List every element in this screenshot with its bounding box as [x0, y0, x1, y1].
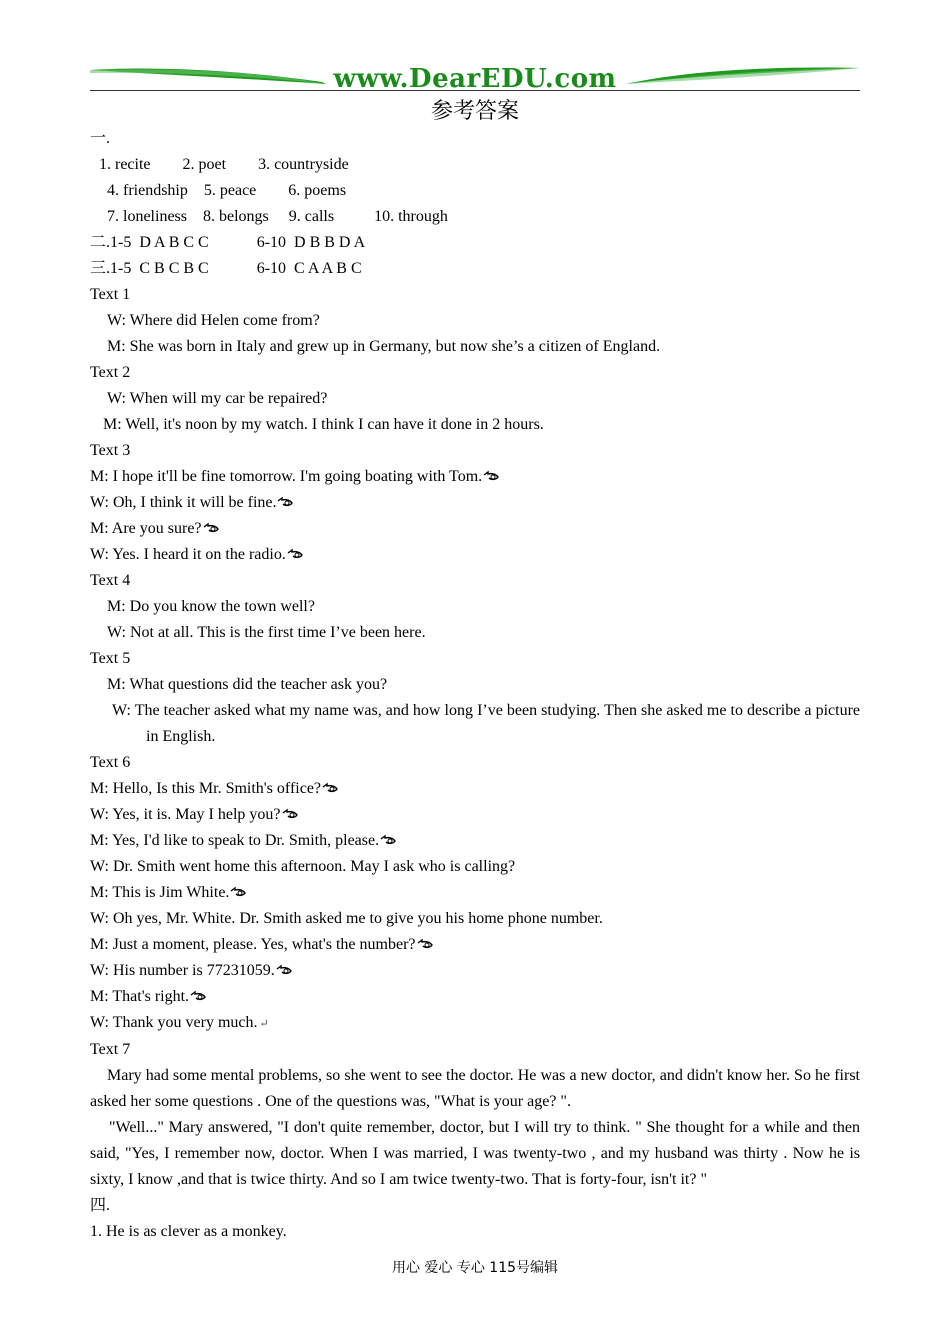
part1-row-2: 4. friendship 5. peace 6. poems — [107, 182, 347, 199]
text5-line-1: M: What questions did the teacher ask you? — [107, 676, 388, 693]
text6-line-1 — [90, 776, 860, 802]
part1-row-1: 1. recite 2. poet 3. countryside — [99, 156, 349, 173]
text3-line-3-text: M: Are you sure? — [90, 520, 202, 537]
text7-paragraph-2: "Well..." Mary answered, "I don't quite remember, doctor, but I will try to think. " She thought for a while and then said, "Yes, I remember now, doctor. When I was married, I was twenty-two , and my husband was thirty . Now he is sixty, I know ,and that is twice thirty. And so I am twice twenty-two. That is forty-four, isn't it? " — [90, 1119, 860, 1188]
part2-answers — [90, 230, 860, 256]
answer-document — [90, 126, 860, 1245]
line-break-mark-icon — [322, 782, 339, 794]
text4-line-2: W: Not at all. This is the first time I’ve been here. — [107, 624, 426, 641]
text6-line-2-text: W: Yes, it is. May I help you? — [90, 806, 281, 823]
part4-label: 四. — [90, 1197, 111, 1214]
text6-line-10-text: W: Thank you very much. — [90, 1014, 258, 1031]
text3-title: Text 3 — [90, 442, 131, 459]
part1-label: 一. — [90, 130, 111, 147]
text1-line-1: W: Where did Helen come from? — [107, 312, 320, 329]
page-title: 参考答案 — [430, 99, 519, 124]
text2-line-1: W: When will my car be repaired? — [107, 390, 328, 407]
text3-line-2-text: W: Oh, I think it will be fine. — [90, 494, 277, 511]
text4-title: Text 4 — [90, 572, 131, 589]
text3-line-4 — [90, 542, 860, 568]
line-break-mark-icon — [417, 938, 434, 950]
line-break-mark-icon — [380, 834, 397, 846]
line-break-mark-icon — [287, 548, 304, 560]
part1-row-3: 7. loneliness 8. belongs 9. calls 10. through — [107, 208, 448, 225]
text7-title: Text 7 — [90, 1041, 131, 1058]
site-logo: www.DearEDU.com — [333, 64, 617, 94]
text2-title: Text 2 — [90, 364, 131, 381]
text3-line-4-text: W: Yes. I heard it on the radio. — [90, 546, 286, 563]
line-break-mark-icon — [483, 470, 500, 482]
text6-line-4: W: Dr. Smith went home this afternoon. May I ask who is calling? — [90, 858, 516, 875]
text6-line-1-text: M: Hello, Is this Mr. Smith's office? — [90, 780, 322, 797]
text3-line-1-text: M: I hope it'll be fine tomorrow. I'm going boating with Tom. — [90, 468, 483, 485]
text6-line-5-text: M: This is Jim White. — [90, 884, 230, 901]
text3-line-2 — [90, 490, 860, 516]
line-break-mark-icon — [230, 886, 247, 898]
line-break-mark-icon — [190, 990, 207, 1002]
part3-label: 三. — [90, 260, 111, 277]
text6-line-5 — [90, 880, 860, 906]
text6-line-3-text: M: Yes, I'd like to speak to Dr. Smith, please. — [90, 832, 380, 849]
part3-text: 1-5 C B C B C 6-10 C A A B C — [110, 260, 362, 277]
part3-answers — [90, 256, 860, 282]
part4-item-1: 1. He is as clever as a monkey. — [90, 1223, 287, 1240]
text1-line-2: M: She was born in Italy and grew up in Germany, but now she’s a citizen of England. — [107, 338, 661, 355]
text6-line-7 — [90, 932, 860, 958]
header-divider — [90, 90, 860, 91]
line-break-mark-icon — [276, 964, 293, 976]
text2-line-2: M: Well, it's noon by my watch. I think I can have it done in 2 hours. — [103, 416, 544, 433]
text3-line-1 — [90, 464, 860, 490]
text6-line-9-text: M: That's right. — [90, 988, 190, 1005]
line-break-mark-icon — [203, 522, 220, 534]
text7-paragraph-1: Mary had some mental problems, so she went to see the doctor. He was a new doctor, and didn't know her. So he first asked her some questions . One of the questions was, "What is your age? ". — [90, 1067, 860, 1110]
text6-line-8 — [90, 958, 860, 984]
part2-label: 二. — [90, 234, 111, 251]
text3-line-3 — [90, 516, 860, 542]
text5-line-2: W: The teacher asked what my name was, and how long I’ve been studying. Then she asked me to describe a picture in English. — [112, 702, 860, 745]
text6-line-2 — [90, 802, 860, 828]
line-break-mark-icon — [282, 808, 299, 820]
text6-line-3 — [90, 828, 860, 854]
text1-title: Text 1 — [90, 286, 131, 303]
text6-line-9 — [90, 984, 860, 1010]
paragraph-end-mark-icon: ↵ — [259, 1018, 269, 1030]
text6-title: Text 6 — [90, 754, 131, 771]
text4-line-1: M: Do you know the town well? — [107, 598, 315, 615]
page-footer: 用心 爱心 专心 115号编辑 — [391, 1260, 559, 1276]
text6-line-7-text: M: Just a moment, please. Yes, what's the number? — [90, 936, 416, 953]
text6-line-6: W: Oh yes, Mr. White. Dr. Smith asked me to give you his home phone number. — [90, 910, 603, 927]
line-break-mark-icon — [277, 496, 294, 508]
part2-text: 1-5 D A B C C 6-10 D B B D A — [110, 234, 366, 251]
text6-line-10 — [90, 1010, 860, 1037]
text6-line-8-text: W: His number is 77231059. — [90, 962, 275, 979]
text5-title: Text 5 — [90, 650, 131, 667]
